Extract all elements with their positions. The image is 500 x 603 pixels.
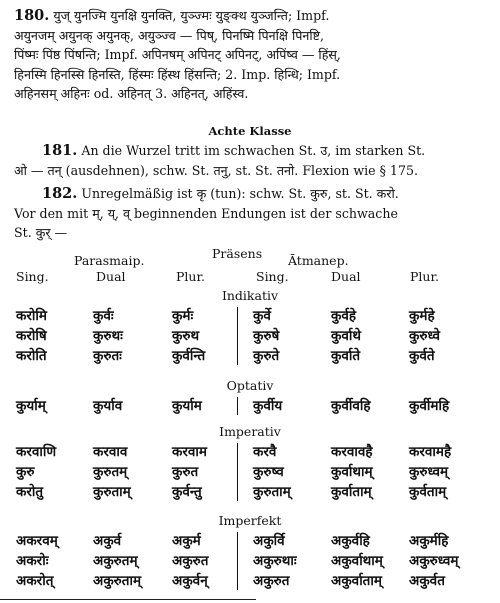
- mood-heading: Indikativ: [221, 288, 279, 303]
- column-header: Plur.: [176, 269, 206, 284]
- verb-form: अकरवम्: [16, 533, 58, 549]
- bottom-rule: [0, 599, 256, 600]
- verb-form: अकुरुत: [253, 573, 290, 589]
- verb-form: कुर्याव: [93, 398, 123, 414]
- verb-form: कुर्वीय: [253, 398, 283, 414]
- voice-divider: [237, 307, 238, 365]
- paragraph-line: 182. Unregelmäßig ist कृ (tun): schw. St. कुरु, st. St. करो.: [42, 185, 399, 202]
- paragraph-line: अयुनजम् अयुनक् अयुनक्, अयुञ्ज्व — पिष्, पिनष्मि पिनक्षि पिनष्टि,: [14, 27, 324, 43]
- section-heading: Achte Klasse: [208, 124, 292, 138]
- verb-form: कुरुतम्: [93, 464, 128, 480]
- verb-form: कुर्वः: [93, 308, 114, 324]
- verb-form: कुर्मः: [172, 308, 194, 324]
- verb-form: कुरुतः: [93, 348, 122, 364]
- column-header: Sing.: [256, 269, 289, 284]
- verb-form: कुर्वते: [409, 348, 435, 364]
- verb-form: कुरुताम्: [253, 484, 291, 500]
- verb-form: अकुर्महि: [409, 533, 449, 549]
- paragraph-line: St. कुर् —: [14, 225, 68, 240]
- voice-divider: [237, 532, 238, 590]
- verb-form: कुर्वाथाम्: [331, 464, 373, 480]
- verb-form: करवावहै: [331, 444, 373, 460]
- verb-form: करवाणि: [16, 444, 57, 460]
- verb-form: अकरोः: [16, 553, 49, 569]
- paragraph-line: 181. An die Wurzel tritt im schwachen St. उ, im starken St.: [42, 142, 426, 159]
- paragraph-181: [14, 141, 490, 180]
- verb-form: कुरुथ: [172, 328, 200, 344]
- verb-form: कुरुध्वे: [409, 328, 441, 344]
- verb-form: कुर्वन्तु: [172, 484, 202, 500]
- verb-form: कुर्वाताम्: [331, 484, 372, 500]
- verb-form: अकुरुताम्: [93, 573, 142, 589]
- verb-form: करवाम: [172, 444, 207, 460]
- verb-form: कुर्याम्: [16, 398, 46, 414]
- verb-form: करोति: [16, 348, 47, 364]
- verb-form: करोतु: [16, 484, 44, 500]
- verb-form: अकरोत्: [16, 573, 54, 589]
- paragraph-line: हिनस्मि हिनस्सि हिनस्ति, हिंस्मः हिंस्थ हिंसन्ति; 2. Imp. हिन्धि; Impf.: [14, 66, 341, 82]
- verb-form: अकुर्वहि: [331, 533, 370, 549]
- verb-form: कुर्वीमहि: [409, 398, 450, 414]
- verb-form: अकुर्व: [93, 533, 122, 549]
- verb-form: करोषि: [16, 328, 47, 344]
- verb-form: अकुर्वाताम्: [331, 573, 382, 589]
- paragraph-182: [14, 184, 490, 243]
- paragraph-line: 180. युज् युनज्मि युनक्षि युनक्ति, युञ्ज्मः युङ्क्थ युञ्जन्ति; Impf.: [14, 7, 330, 24]
- verb-form: करवामहै: [409, 444, 452, 460]
- mood-heading: Optativ: [226, 378, 274, 393]
- parasmaipada-label: Parasmaip.: [74, 253, 145, 268]
- verb-form: कुर्महे: [409, 308, 435, 324]
- voice-divider: [237, 443, 238, 501]
- mood-heading: Imperfekt: [218, 513, 282, 528]
- atmanepada-label: Ātmanep.: [288, 253, 349, 268]
- paragraph-180: [14, 6, 490, 104]
- verb-form: अकुर्म: [172, 533, 201, 549]
- paragraph-line: Vor den mit म्, य्, व् beginnenden Endungen ist der schwache: [14, 205, 398, 221]
- verb-form: अकुर्वत: [409, 573, 445, 589]
- verb-form: कुर्वीवहि: [331, 398, 371, 414]
- verb-form: कुर्वे: [253, 308, 271, 324]
- verb-form: करवै: [253, 444, 277, 460]
- verb-form: अकुरुतम्: [93, 553, 138, 569]
- verb-form: अकुर्वि: [253, 533, 285, 549]
- paragraph-line: पिंष्मः पिंष्ठ पिंषन्ति; Impf. अपिनषम् अपिनट् अपिनट्, अपिंष्व — हिंस्,: [14, 47, 341, 62]
- verb-form: कुरुष्व: [253, 464, 284, 480]
- paragraph-number: 181.: [42, 142, 78, 159]
- verb-form: कुरुताम्: [93, 484, 131, 500]
- verb-form: करवाव: [93, 444, 128, 460]
- paragraph-line: अहिनसम् अहिनः od. अहिनत् 3. अहिनत्, अहिंस्व.: [14, 86, 249, 101]
- verb-form: कुर्वहे: [331, 308, 357, 324]
- column-header: Sing.: [16, 269, 49, 284]
- verb-form: करोमि: [16, 308, 47, 324]
- praesens-label: Präsens: [212, 246, 263, 261]
- voice-divider: [237, 397, 238, 415]
- verb-form: कुर्वन्ति: [172, 348, 206, 364]
- column-header: Dual: [331, 269, 361, 284]
- verb-form: कुरुते: [253, 348, 280, 364]
- verb-form: कुर्याम: [172, 398, 202, 414]
- column-header: Dual: [96, 269, 126, 284]
- verb-form: कुरुत: [172, 464, 199, 480]
- verb-form: अकुरुथाः: [253, 553, 297, 569]
- verb-form: कुर्वताम्: [409, 484, 447, 500]
- verb-form: अकुरुत: [172, 553, 209, 569]
- verb-form: कुरुथः: [93, 328, 123, 344]
- mood-heading: Imperativ: [219, 424, 281, 439]
- verb-form: कुर्वाते: [331, 348, 361, 364]
- column-header: Plur.: [410, 269, 440, 284]
- verb-form: कुरुध्वम्: [409, 464, 449, 480]
- verb-form: अकुर्वाथाम्: [331, 553, 383, 569]
- verb-form: कुरुषे: [253, 328, 280, 344]
- paragraph-number: 180.: [14, 7, 50, 24]
- verb-form: कुर्वाथे: [331, 328, 361, 344]
- verb-form: कुरु: [16, 464, 35, 480]
- verb-form: अकुरुध्वम्: [409, 553, 459, 569]
- paragraph-number: 182.: [42, 185, 78, 202]
- verb-form: अकुर्वन्: [172, 573, 208, 589]
- paragraph-line: ओ — तन् (ausdehnen), schw. St. तनु, st. St. तनो. Flexion wie § 175.: [14, 162, 418, 178]
